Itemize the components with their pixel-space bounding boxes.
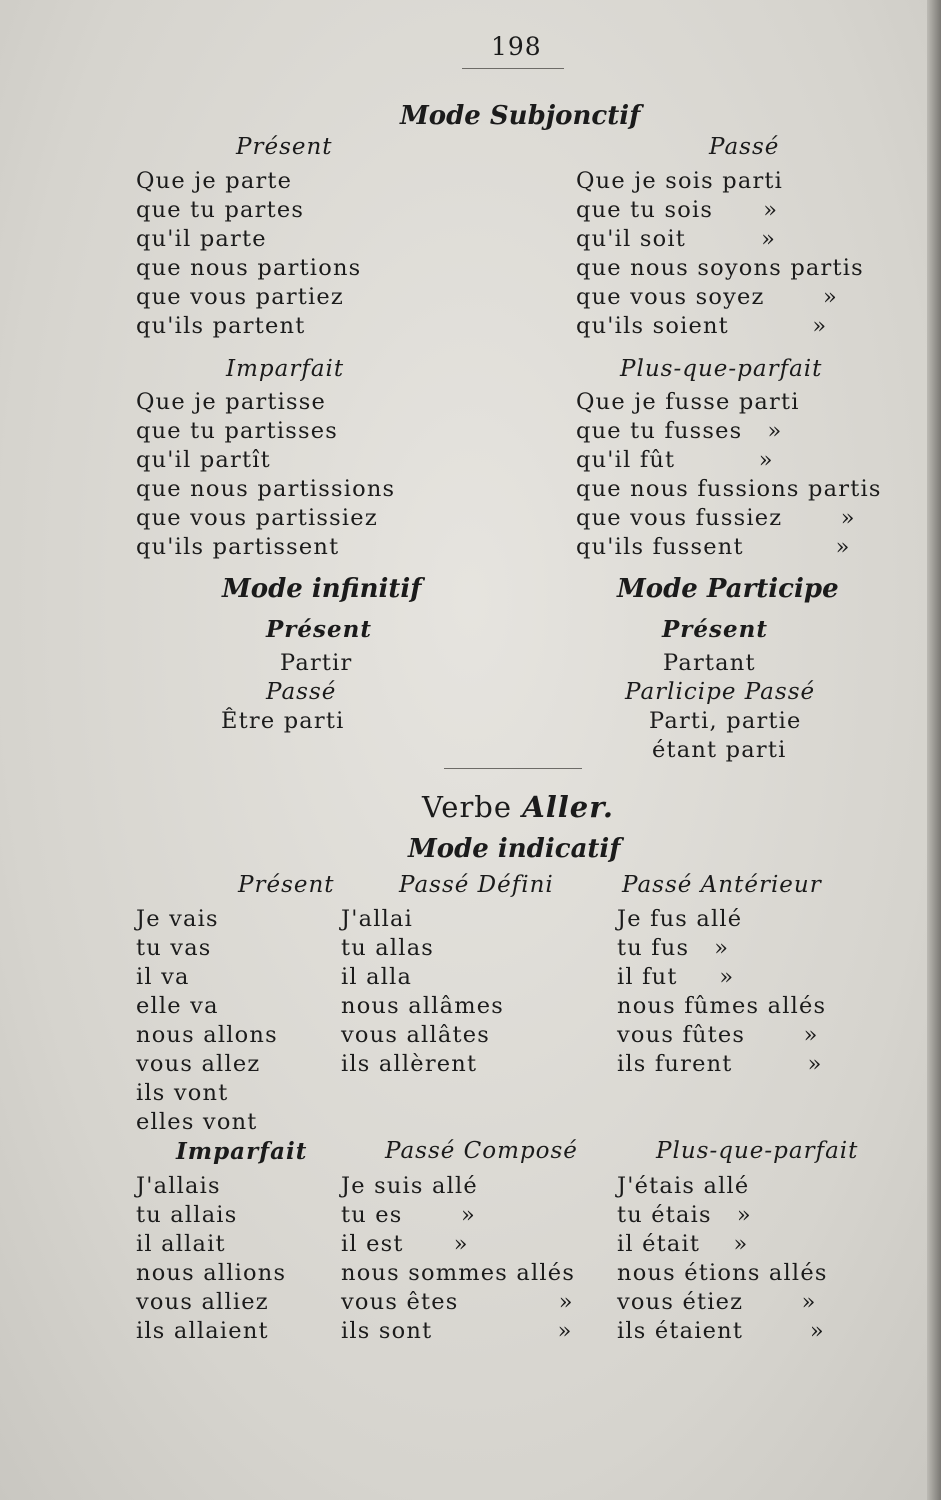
subj-plus-que-parfait-label: Plus-que-parfait (620, 356, 823, 382)
conjugation-line: que tu sois » (576, 197, 779, 223)
conjugation-line: ils étaient » (617, 1318, 825, 1344)
conjugation-line: ils allaient (136, 1318, 269, 1344)
subj-present-label: Présent (236, 134, 333, 160)
conjugation-line: tu es » (341, 1202, 476, 1228)
conjugation-line: qu'ils partissent (136, 534, 340, 560)
mode-indicatif-heading: Mode indicatif (408, 834, 621, 864)
conjugation-line: ils allèrent (341, 1051, 478, 1077)
conjugation-line: tu vas (136, 935, 212, 961)
verb-title-name: Aller. (522, 790, 614, 824)
aller-plus-que-parfait-label: Plus-que-parfait (656, 1138, 859, 1164)
subj-imparfait-label: Imparfait (226, 356, 345, 382)
conjugation-line: que nous partissions (136, 476, 396, 502)
verb-aller-title (422, 790, 614, 824)
conjugation-line: Que je fusse parti (576, 389, 800, 415)
conjugation-line: il fut » (617, 964, 735, 990)
conjugation-line: qu'ils fussent » (576, 534, 851, 560)
conjugation-line: elle va (136, 993, 219, 1019)
page-number-rule (462, 68, 564, 69)
conjugation-line: vous étiez » (617, 1289, 817, 1315)
conjugation-line: nous allions (136, 1260, 287, 1286)
conjugation-line: vous êtes » (341, 1289, 574, 1315)
conjugation-line: il va (136, 964, 190, 990)
conjugation-line: nous allâmes (341, 993, 505, 1019)
conjugation-line: vous alliez (136, 1289, 269, 1315)
conjugation-line: vous fûtes » (617, 1022, 819, 1048)
conjugation-line: nous allons (136, 1022, 278, 1048)
aller-passe-defini-label: Passé Défini (399, 872, 554, 898)
conjugation-line: que tu partisses (136, 418, 339, 444)
conjugation-line: ils furent » (617, 1051, 823, 1077)
conjugation-line: tu fus » (617, 935, 730, 961)
mode-participe-heading: Mode Participe (617, 574, 839, 604)
subj-passe-label: Passé (709, 134, 780, 160)
infinitif-present-label: Présent (266, 616, 372, 643)
conjugation-line: vous allâtes (341, 1022, 490, 1048)
page-number: 198 (491, 32, 542, 61)
participe-passe-label: Parlicipe Passé (625, 679, 816, 705)
conjugation-line: nous étions allés (617, 1260, 828, 1286)
conjugation-line: nous fûmes allés (617, 993, 827, 1019)
participe-present-label: Présent (662, 616, 768, 643)
participe-present-value: Partant (663, 650, 756, 676)
participe-passe-value-1: Parti, partie (649, 708, 802, 734)
conjugation-line: que vous partiez (136, 284, 344, 310)
conjugation-line: qu'il parte (136, 226, 267, 252)
conjugation-line: elles vont (136, 1109, 258, 1135)
conjugation-line: vous allez (136, 1051, 261, 1077)
conjugation-line: qu'ils soient » (576, 313, 828, 339)
aller-imparfait-label: Imparfait (176, 1138, 308, 1165)
conjugation-line: que tu partes (136, 197, 305, 223)
aller-passe-compose-label: Passé Composé (385, 1138, 578, 1164)
infinitif-present-value: Partir (280, 650, 353, 676)
conjugation-line: il est » (341, 1231, 469, 1257)
conjugation-line: il alla (341, 964, 413, 990)
conjugation-line: J'allai (341, 906, 414, 932)
mode-subjonctif-heading: Mode Subjonctif (400, 101, 641, 131)
conjugation-line: tu allais (136, 1202, 238, 1228)
conjugation-line: que vous soyez » (576, 284, 839, 310)
conjugation-line: Je vais (136, 906, 219, 932)
conjugation-line: qu'il partît (136, 447, 271, 473)
conjugation-line: Je fus allé (617, 906, 743, 932)
participe-passe-value-2: étant parti (652, 737, 787, 763)
page-edge-shadow (927, 0, 941, 1500)
conjugation-line: que nous soyons partis (576, 255, 864, 281)
conjugation-line: tu étais » (617, 1202, 752, 1228)
conjugation-line: J'étais allé (617, 1173, 750, 1199)
conjugation-line: nous sommes allés (341, 1260, 576, 1286)
infinitif-passe-value: Être parti (221, 708, 345, 734)
mode-infinitif-heading: Mode infinitif (222, 574, 422, 604)
conjugation-line: J'allais (136, 1173, 221, 1199)
conjugation-line: il allait (136, 1231, 226, 1257)
conjugation-line: que vous fussiez » (576, 505, 856, 531)
conjugation-line: il était » (617, 1231, 749, 1257)
infinitif-passe-label: Passé (266, 679, 337, 705)
aller-passe-anterieur-label: Passé Antérieur (622, 872, 822, 898)
conjugation-line: que tu fusses » (576, 418, 783, 444)
conjugation-line: qu'ils partent (136, 313, 306, 339)
conjugation-line: que nous fussions partis (576, 476, 882, 502)
conjugation-line: que vous partissiez (136, 505, 378, 531)
conjugation-line: Que je parte (136, 168, 293, 194)
aller-present-label: Présent (238, 872, 335, 898)
section-divider (444, 768, 582, 769)
conjugation-line: Je suis allé (341, 1173, 478, 1199)
conjugation-line: ils vont (136, 1080, 229, 1106)
conjugation-line: tu allas (341, 935, 435, 961)
conjugation-line: que nous partions (136, 255, 362, 281)
conjugation-line: qu'il soit » (576, 226, 777, 252)
conjugation-line: Que je sois parti (576, 168, 784, 194)
conjugation-line: ils sont » (341, 1318, 573, 1344)
conjugation-line: Que je partisse (136, 389, 327, 415)
conjugation-line: qu'il fût » (576, 447, 774, 473)
verb-title-prefix: Verbe (422, 790, 513, 824)
